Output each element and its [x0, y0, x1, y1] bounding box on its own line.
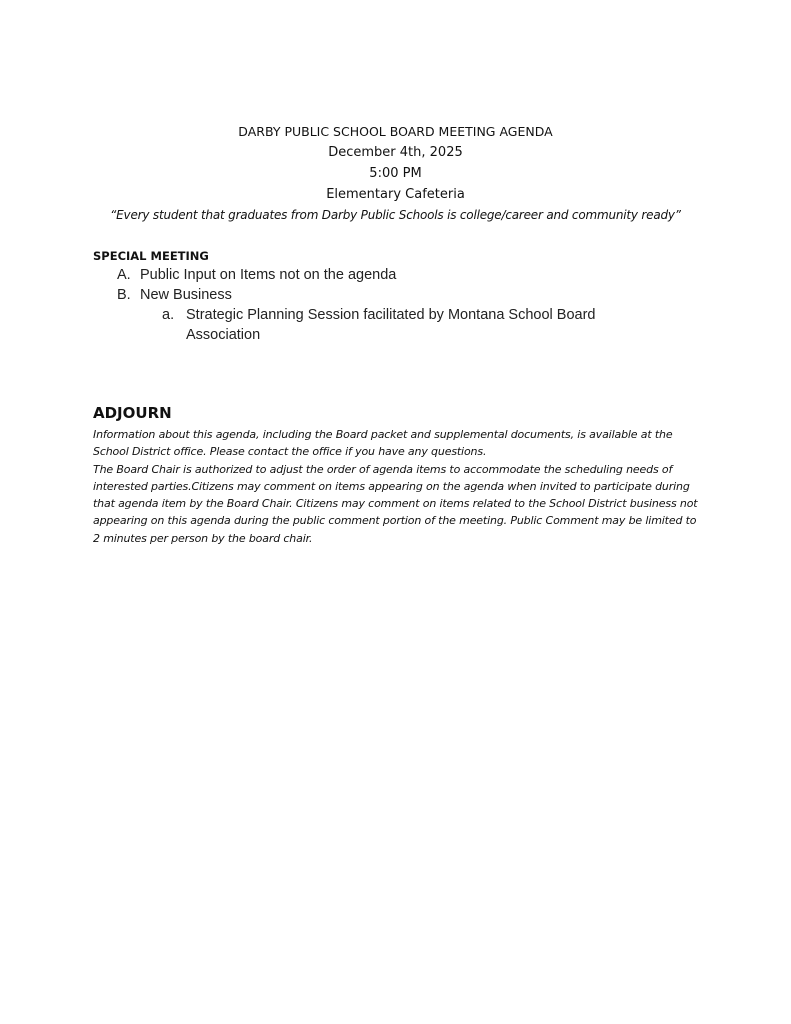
agenda-availability-note: Information about this agenda, including the Board packet and supplemental documents, is available at the School District office. Please contact the office if you have any questions. [93, 428, 673, 459]
agenda-item-text: Public Input on Items not on the agenda [140, 267, 397, 283]
agenda-title: DARBY PUBLIC SCHOOL BOARD MEETING AGENDA [238, 124, 553, 139]
district-motto: “Every student that graduates from Darby Public Schools is college/career and community ready” [110, 208, 681, 222]
agenda-sub-item-marker: a. [162, 307, 175, 323]
agenda-item-text: New Business [140, 287, 232, 303]
special-meeting-heading: SPECIAL MEETING [93, 249, 209, 263]
meeting-time: 5:00 PM [369, 166, 422, 181]
public-comment-note: The Board Chair is authorized to adjust the order of agenda items to accommodate the scheduling needs of interested parties.Citizens may comment on items appearing on the agenda when invited to participate during that agenda item by the Board Chair. Citizens may comment on items related to the School District business not appearing on this agenda during the public comment portion of the meeting. Public Comment may be limited to 2 minutes per person by the board chair. [93, 462, 698, 545]
adjourn-heading: ADJOURN [93, 404, 172, 422]
agenda-item-marker: A. [117, 267, 131, 283]
agenda-item-a [117, 266, 396, 285]
agenda-item-marker: B. [117, 287, 131, 303]
agenda-sub-item-text: Strategic Planning Session facilitated by Montana School Board Association [186, 307, 596, 343]
agenda-header [0, 121, 791, 226]
meeting-location: Elementary Cafeteria [326, 187, 465, 202]
meeting-date: December 4th, 2025 [328, 145, 463, 160]
agenda-notes [93, 426, 705, 547]
agenda-item-b [117, 286, 232, 305]
